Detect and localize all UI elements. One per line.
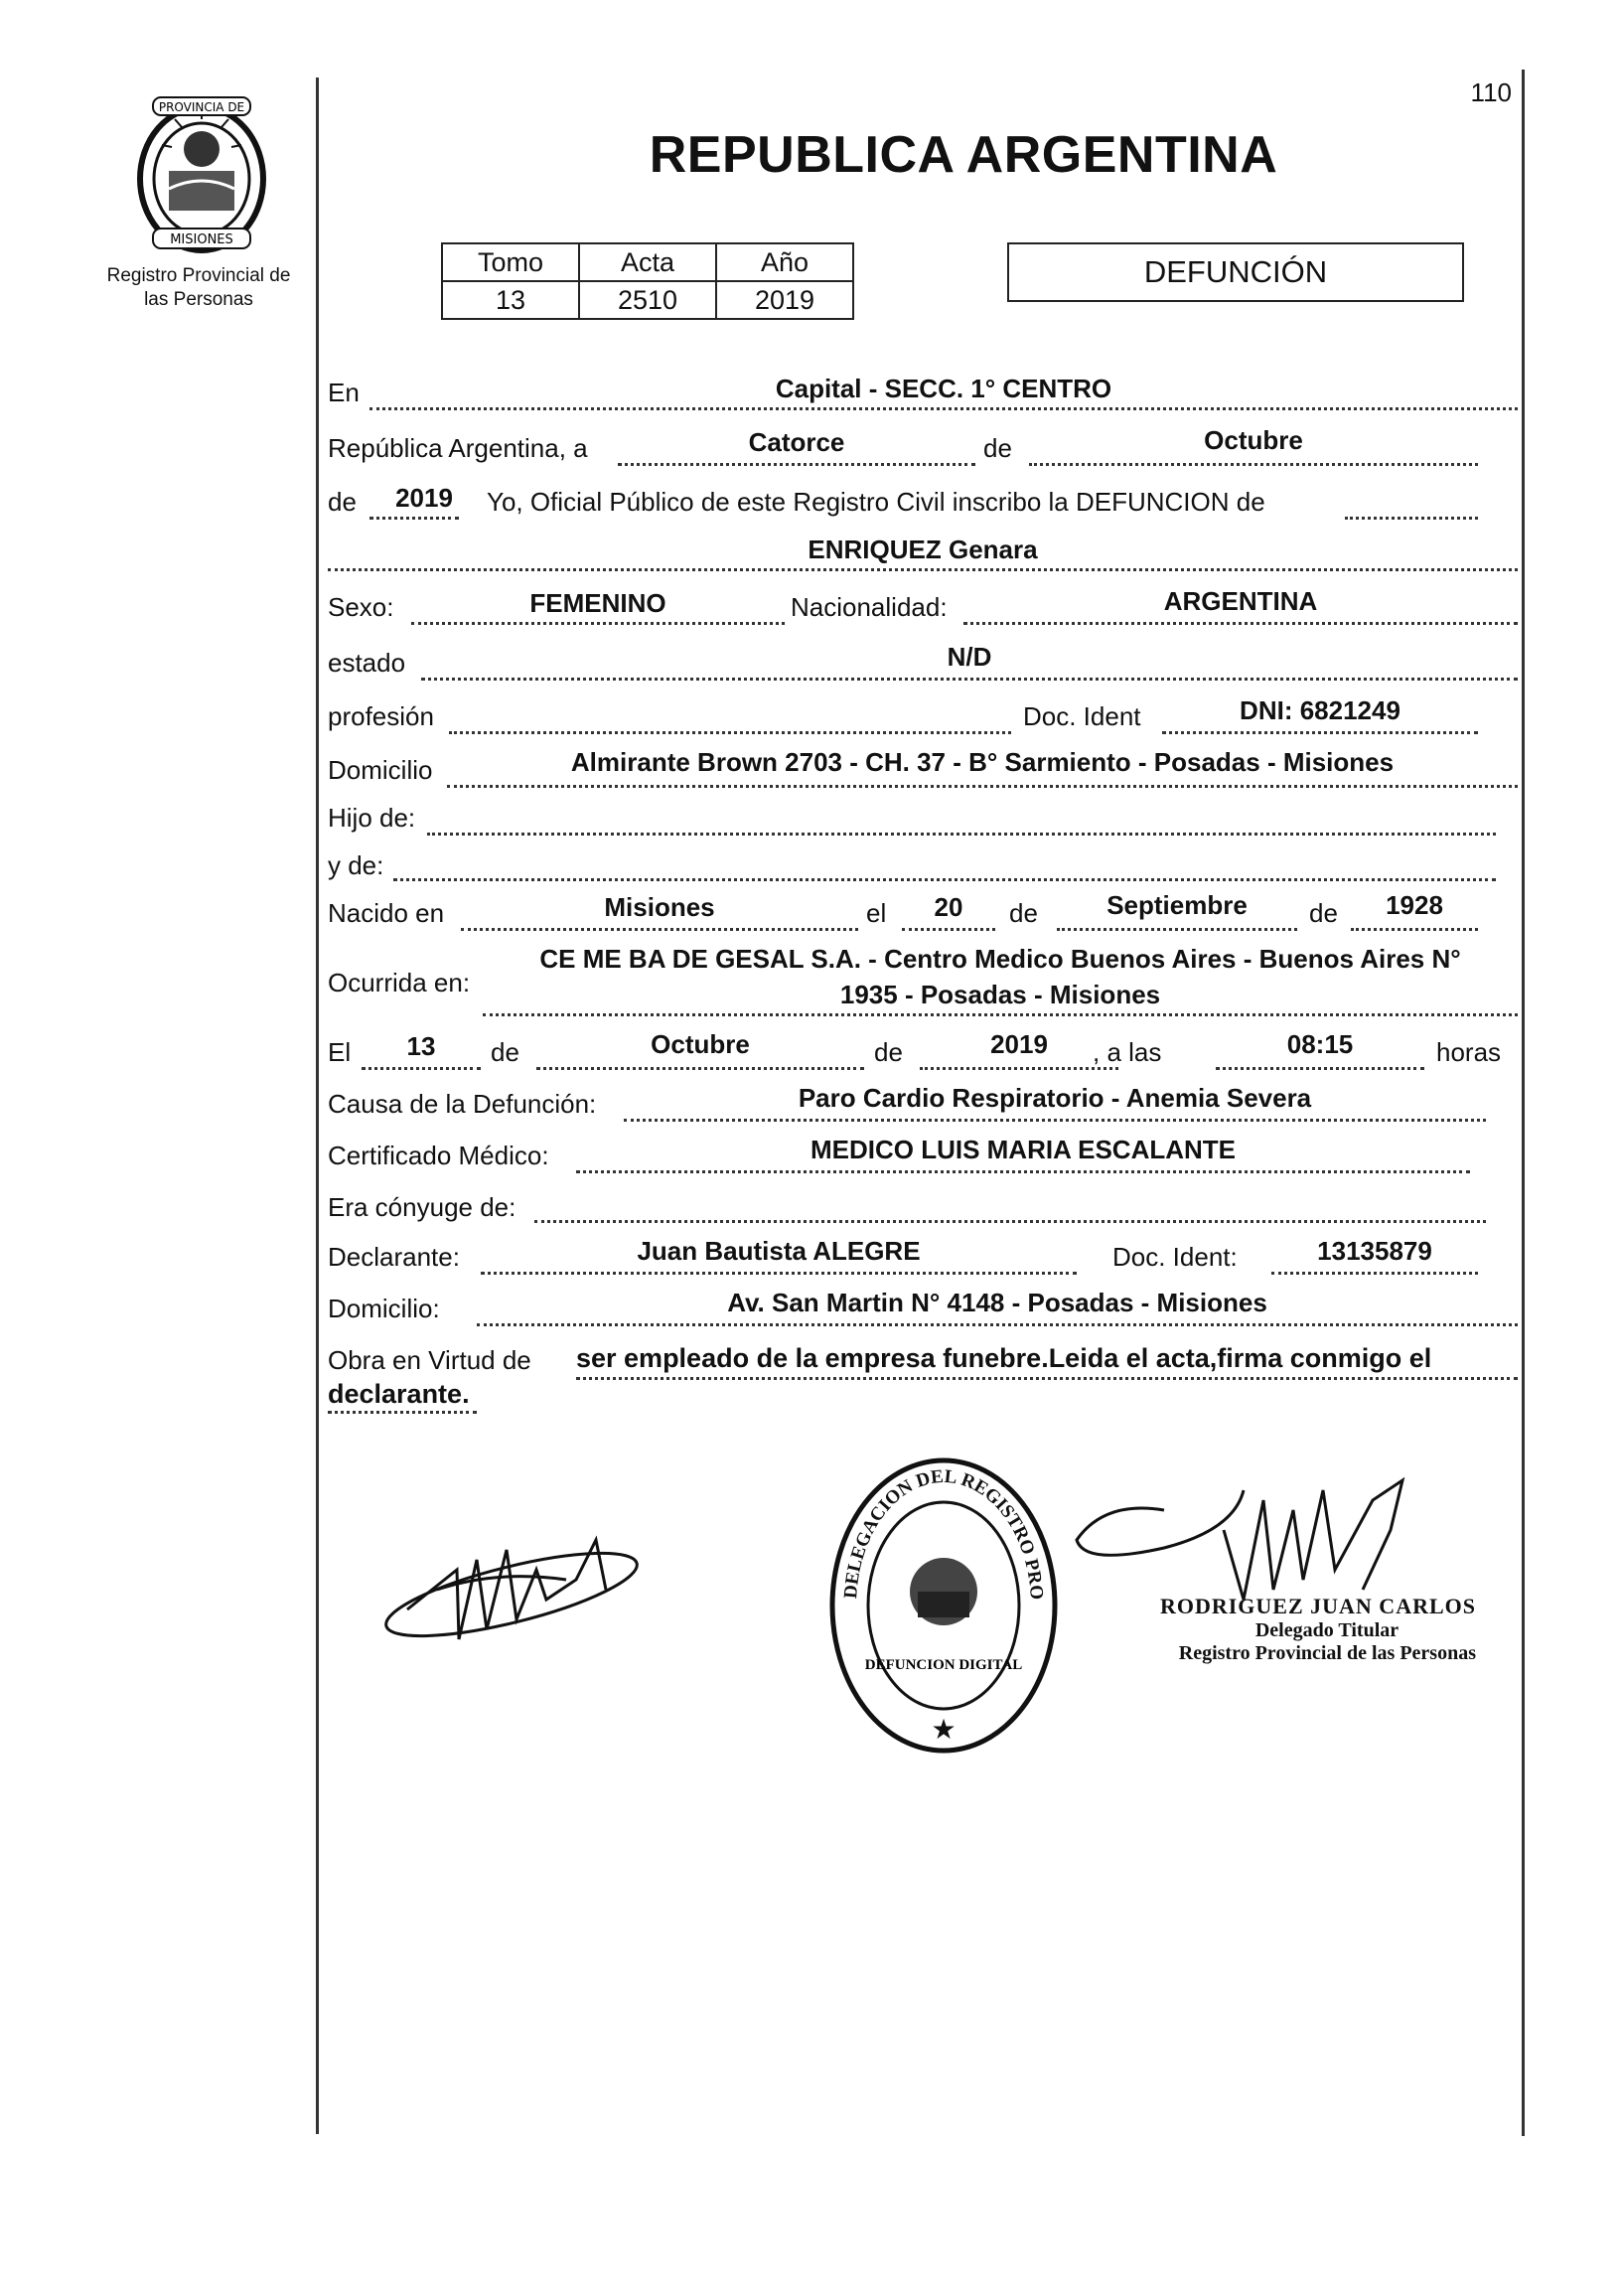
document-value: DNI: 6821249 (1240, 695, 1400, 725)
dotted-line (536, 1067, 864, 1070)
dotted-line (477, 1323, 1518, 1326)
label-de: de (874, 1037, 903, 1067)
officer-role: Delegado Titular (1254, 1619, 1400, 1641)
record-type-box: DEFUNCIÓN (1007, 242, 1464, 302)
declarant-doc-value: 13135879 (1317, 1236, 1432, 1266)
birth-year-value: 1928 (1386, 890, 1443, 920)
dotted-line (483, 1013, 1518, 1016)
label-doc-ident: Doc. Ident: (1112, 1242, 1238, 1272)
label-doc-ident: Doc. Ident (1023, 701, 1141, 731)
dotted-line (328, 568, 1518, 571)
right-margin-rule (1522, 70, 1525, 2136)
dotted-line (393, 878, 1496, 881)
svg-text:PROVINCIA DE: PROVINCIA DE (158, 100, 245, 114)
virtue-line2-value: declarante. (328, 1379, 470, 1409)
dotted-line (618, 463, 975, 466)
label-en: En (328, 378, 360, 407)
label-profesion: profesión (328, 701, 434, 731)
dotted-line (1216, 1067, 1424, 1070)
year-value: 2019 (395, 483, 453, 513)
label-el: El (328, 1037, 352, 1067)
label-obra-en-virtud: Obra en Virtud de (328, 1345, 531, 1375)
label-y-de: y de: (328, 850, 384, 880)
label-sexo: Sexo: (328, 592, 394, 622)
label-republica: República Argentina, a (328, 433, 588, 463)
dotted-line (576, 1170, 1470, 1173)
label-de: de (1009, 898, 1038, 928)
death-time-value: 08:15 (1286, 1029, 1354, 1059)
civil-status-value: N/D (947, 642, 992, 672)
declarant-address-value: Av. San Martin N° 4148 - Posadas - Misiones (727, 1288, 1267, 1317)
acta-table (441, 242, 854, 320)
dotted-line (1345, 517, 1478, 520)
death-day-value: 13 (406, 1031, 436, 1061)
officer-signature (1075, 1470, 1472, 1609)
death-month-value: Octubre (651, 1029, 750, 1059)
registry-name-line2: las Personas (144, 289, 253, 310)
death-year-value: 2019 (990, 1029, 1048, 1059)
dotted-line (1029, 463, 1478, 466)
label-nacionalidad: Nacionalidad: (791, 592, 948, 622)
occurred-line1-value: CE ME BA DE GESAL S.A. - Centro Medico Buenos Aires - Buenos Aires N° (539, 944, 1461, 974)
birth-month-value: Septiembre (1106, 890, 1248, 920)
officer-stamp (1138, 1594, 1476, 1665)
label-a-las: , a las (1093, 1037, 1162, 1067)
dotted-line (1351, 928, 1478, 931)
acta-value-ano: 2019 (716, 281, 853, 319)
label-de: de (1309, 898, 1338, 928)
dotted-line (1057, 928, 1297, 931)
dotted-line (427, 833, 1496, 836)
certifying-doctor-value: MEDICO LUIS MARIA ESCALANTE (810, 1135, 1237, 1164)
acta-value-tomo: 13 (442, 281, 579, 319)
label-yo: Yo, Oficial Público de este Registro Civil inscribo la DEFUNCION de (487, 487, 1265, 517)
month-value: Octubre (1204, 425, 1303, 455)
acta-header-acta: Acta (579, 243, 716, 281)
place-value: Capital - SECC. 1° CENTRO (775, 374, 1112, 403)
label-nacido-en: Nacido en (328, 898, 445, 928)
acta-header-ano: Año (716, 243, 853, 281)
svg-text:DEFUNCION DIGITAL: DEFUNCION DIGITAL (864, 1657, 1023, 1673)
dotted-line (902, 928, 995, 931)
label-de: de (491, 1037, 519, 1067)
label-declarante: Declarante: (328, 1242, 460, 1272)
label-el: el (866, 898, 887, 928)
dotted-line (576, 1377, 1518, 1380)
left-margin-rule (316, 77, 319, 2134)
dotted-line (369, 517, 459, 520)
dotted-line (328, 1411, 477, 1414)
virtue-line1-value: ser empleado de la empresa funebre.Leida el acta,firma conmigo el (576, 1343, 1432, 1373)
officer-name: RODRIGUEZ JUAN CARLOS (1159, 1594, 1476, 1618)
officer-office: Registro Provincial de las Personas (1178, 1642, 1476, 1664)
label-domicilio: Domicilio (328, 755, 433, 785)
registry-name (89, 264, 308, 312)
deceased-name-value: ENRIQUEZ Genara (808, 535, 1038, 564)
cause-value: Paro Cardio Respiratorio - Anemia Severa (798, 1083, 1312, 1113)
label-ocurrida-en: Ocurrida en: (328, 968, 471, 997)
dotted-line (1271, 1272, 1478, 1275)
occurred-line2-value: 1935 - Posadas - Misiones (839, 980, 1161, 1009)
label-horas: horas (1436, 1037, 1502, 1067)
birth-place-value: Misiones (604, 892, 715, 922)
day-words-value: Catorce (748, 427, 845, 457)
dotted-line (963, 622, 1518, 625)
registry-name-line1: Registro Provincial de (106, 265, 291, 286)
official-seal (826, 1454, 1061, 1757)
svg-text:DELEGACION DEL REGISTRO PROVIN: DELEGACION DEL REGISTRO PRO (840, 1465, 1048, 1601)
page-title: REPUBLICA ARGENTINA (649, 126, 1278, 184)
label-de: de (983, 433, 1012, 463)
dotted-line (362, 1067, 481, 1070)
label-certificado: Certificado Médico: (328, 1141, 549, 1170)
dotted-line (447, 785, 1518, 788)
page-number: 110 (1470, 77, 1512, 107)
address-value: Almirante Brown 2703 - CH. 37 - B° Sarmiento - Posadas - Misiones (570, 747, 1395, 777)
dotted-line (449, 731, 1011, 734)
acta-header-tomo: Tomo (442, 243, 579, 281)
label-estado: estado (328, 648, 406, 678)
declarant-signature (368, 1510, 646, 1669)
dotted-line (1162, 731, 1478, 734)
dotted-line (534, 1220, 1486, 1223)
dotted-line (920, 1067, 1118, 1070)
label-hijo-de: Hijo de: (328, 803, 416, 833)
dotted-line (421, 678, 1518, 681)
label-domicilio: Domicilio: (328, 1294, 440, 1323)
acta-value-acta: 2510 (579, 281, 716, 319)
provincial-logo (127, 89, 276, 258)
label-de: de (328, 487, 357, 517)
sex-value: FEMENINO (529, 588, 666, 618)
dotted-line (411, 622, 785, 625)
dotted-line (624, 1119, 1486, 1122)
dotted-line (461, 928, 858, 931)
declarant-value: Juan Bautista ALEGRE (637, 1236, 921, 1266)
dotted-line (369, 407, 1518, 410)
label-conyuge: Era cónyuge de: (328, 1192, 516, 1222)
dotted-line (481, 1272, 1077, 1275)
svg-text:MISIONES: MISIONES (170, 232, 233, 247)
birth-day-value: 20 (934, 892, 963, 922)
nationality-value: ARGENTINA (1163, 586, 1318, 616)
label-causa: Causa de la Defunción: (328, 1089, 597, 1119)
svg-text:★: ★ (931, 1714, 957, 1745)
